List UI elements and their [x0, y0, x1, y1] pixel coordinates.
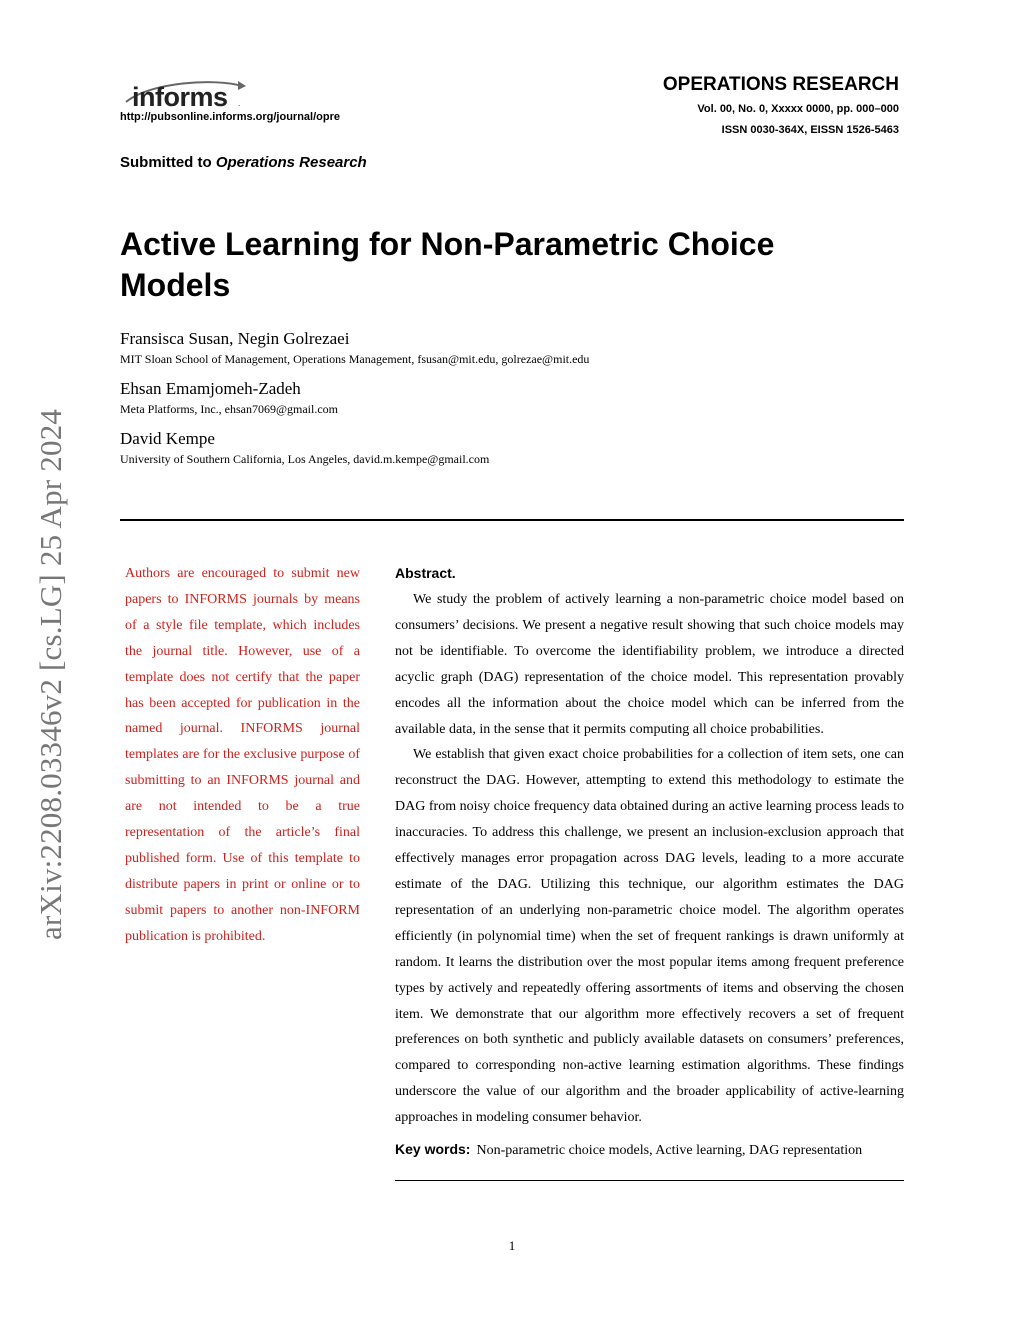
abstract-divider — [395, 1180, 904, 1181]
keywords-text: Non-parametric choice models, Active learning, DAG representation — [476, 1143, 863, 1158]
header-divider — [120, 519, 904, 521]
svg-text:.: . — [238, 99, 241, 108]
informs-logo — [120, 76, 250, 112]
author-name: David Kempe — [120, 429, 215, 448]
submitted-prefix: Submitted to — [120, 154, 216, 171]
author-affiliation: MIT Sloan School of Management, Operations Management, fsusan@mit.edu, golrezae@mit.edu — [120, 352, 590, 366]
keywords — [395, 1141, 862, 1159]
title-line-2: Models — [120, 267, 231, 303]
author-name: Ehsan Emamjomeh-Zadeh — [120, 379, 301, 398]
arxiv-identifier: arXiv:2208.03346v2 [cs.LG] 25 Apr 2024 — [33, 408, 68, 940]
issn-line: ISSN 0030-364X, EISSN 1526-5463 — [721, 124, 899, 136]
page-number: 1 — [508, 1238, 516, 1253]
submitted-journal: Operations Research — [215, 154, 367, 171]
journal-name: OPERATIONS RESEARCH — [662, 74, 899, 95]
author-name: Fransisca Susan, Negin Golrezaei — [120, 329, 350, 348]
template-notice: Authors are encouraged to submit new papers to INFORMS journals by means of a style file template, which includes the journal title. However, use of a template does not certify that the paper has been accepted for publication in the named journal. INFORMS journal templates are for the exclusive purpose of submitting to an INFORMS journal and are not intended to be a true representation of the article’s final published form. Use of this template to distribute papers in print or online or to submit papers to another non-INFORM publication is prohibited. — [125, 566, 360, 944]
author-affiliation: University of Southern California, Los Angeles, david.m.kempe@gmail.com — [120, 452, 490, 466]
keywords-label: Key words: — [395, 1141, 471, 1157]
svg-text:informs: informs — [132, 82, 228, 112]
informs-logo-graphic — [120, 76, 250, 112]
submitted-to — [120, 154, 367, 171]
author-affiliation: Meta Platforms, Inc., ehsan7069@gmail.com — [120, 402, 339, 416]
abstract-body — [395, 587, 904, 1131]
volume-line: Vol. 00, No. 0, Xxxxx 0000, pp. 000–000 — [697, 103, 899, 115]
journal-url[interactable]: http://pubsonline.informs.org/journal/opre — [120, 111, 340, 123]
title-line-1: Active Learning for Non-Parametric Choice — [120, 226, 775, 262]
abstract-paragraph: We study the problem of actively learning a non-parametric choice model based on consumers’ decisions. We present a negative result showing that such choice models may not be identifiable. To overcome the identifiability problem, we introduce a directed acyclic graph (DAG) representation of the choice model. This representation provably encodes all the information about the choice model which can be inferred from the available data, in the sense that it permits computing all choice probabilities. — [395, 592, 904, 737]
abstract-heading: Abstract. — [395, 565, 456, 581]
abstract-paragraph: We establish that given exact choice probabilities for a collection of item sets, one can reconstruct the DAG. However, attempting to extend this methodology to estimate the DAG from noisy choice frequency data obtained during an active learning process leads to inaccuracies. To address this challenge, we present an inclusion-exclusion approach that effectively manages error propagation across DAG levels, leading to a more accurate estimate of the DAG. Utilizing this technique, our algorithm estimates the DAG representation of an underlying non-parametric choice model. The algorithm operates efficiently (in polynomial time) when the set of frequent rankings is drawn uniformly at random. It learns the distribution over the most popular items among frequent preference types by actively and repeatedly offering assortments of items and observing the chosen item. We demonstrate that our algorithm more effectively recovers a set of frequent preferences on both synthetic and publicly available datasets on consumers’ preferences, compared to corresponding non-active learning estimation algorithms. These findings underscore the value of our algorithm and the broader applicability of active-learning approaches in modeling consumer behavior. — [395, 747, 904, 1126]
paper-title — [120, 224, 840, 306]
